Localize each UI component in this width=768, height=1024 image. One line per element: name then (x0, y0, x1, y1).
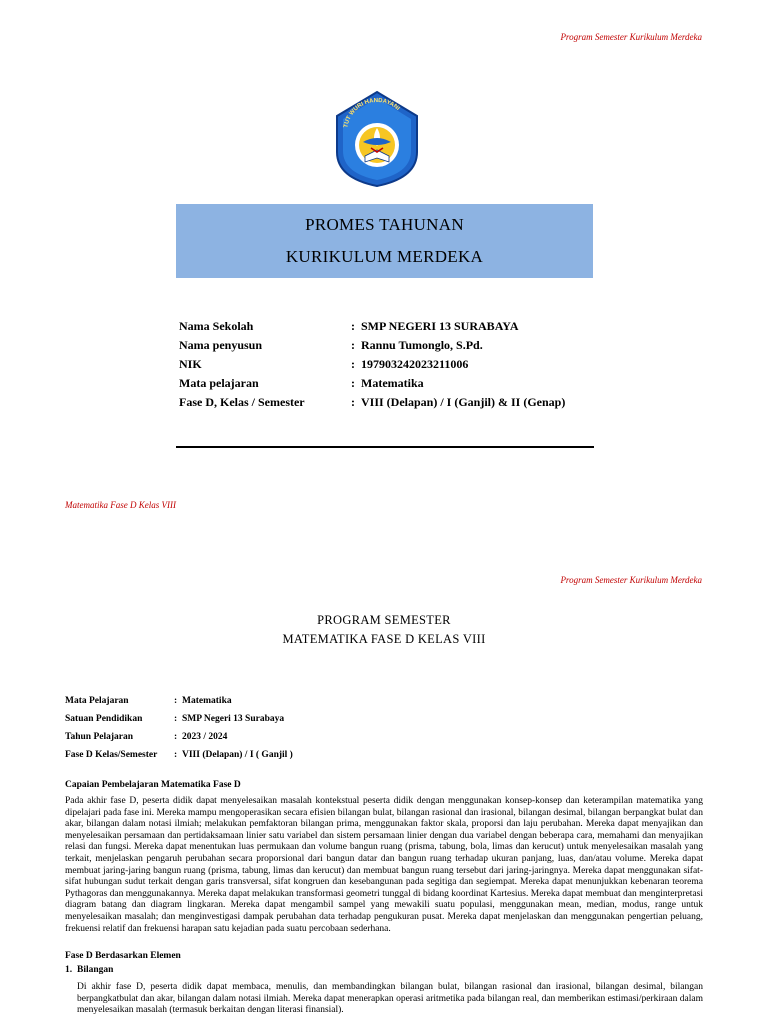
info-colon: : (351, 376, 355, 390)
info-value: VIII (Delapan) / I (Ganjil) & II (Genap) (361, 395, 566, 409)
meta-value: VIII (Delapan) / I ( Ganjil ) (182, 750, 293, 760)
course-meta-table (65, 692, 293, 764)
meta-value: 2023 / 2024 (182, 732, 228, 742)
info-value: Matematika (361, 376, 424, 390)
meta-label: Mata Pelajaran (65, 696, 129, 706)
meta-label: Fase D Kelas/Semester (65, 750, 158, 760)
meta-label: Satuan Pendidikan (65, 714, 143, 724)
divider-line (176, 446, 594, 448)
logo-lettering: TUT WURI HANDAYANI (343, 97, 401, 129)
meta-label: Tahun Pelajaran (65, 732, 134, 742)
school-info-table (179, 317, 565, 412)
fase-heading: Fase D Berdasarkan Elemen (65, 951, 181, 961)
tut-wuri-handayani-logo (333, 90, 421, 188)
meta-value: Matematika (182, 696, 232, 706)
meta-row (65, 746, 293, 764)
program-semester-title: PROGRAM SEMESTER (317, 613, 451, 627)
bilangan-title: Bilangan (77, 965, 114, 975)
info-value: 197903242023211006 (361, 357, 469, 371)
info-row-class (179, 393, 565, 412)
meta-colon: : (174, 750, 178, 760)
bilangan-paragraph: Di akhir fase D, peserta didik dapat membaca, menulis, dan membandingkan bilangan bulat, bilangan rasional dan irasional, bilangan desimal, bilangan berpangkatbulat dan akar, bilangan dalam notasi ilmiah. Mereka dapat menerapkan operasi aritmetika pada bilangan real, dan memberikan estimasi/perkiraan dalam menyelesaikan masalah (termasuk berkaitan dengan literasi finansial). (77, 982, 703, 1016)
list-number: 1. (65, 965, 73, 975)
info-colon: : (351, 319, 355, 333)
info-value: Rannu Tumonglo, S.Pd. (361, 338, 483, 352)
meta-value: SMP Negeri 13 Surabaya (182, 714, 285, 724)
info-value: SMP NEGERI 13 SURABAYA (361, 319, 519, 333)
info-label: Mata pelajaran (179, 376, 259, 390)
info-row-author (179, 336, 565, 355)
title-box (176, 204, 593, 278)
bilangan-heading (65, 965, 113, 975)
info-colon: : (351, 338, 355, 352)
meta-colon: : (174, 714, 178, 724)
info-row-nik (179, 355, 565, 374)
info-label: Fase D, Kelas / Semester (179, 395, 305, 409)
title-line-1: PROMES TAHUNAN (305, 215, 464, 234)
cp-heading: Capaian Pembelajaran Matematika Fase D (65, 780, 241, 790)
footer-note: Matematika Fase D Kelas VIII (65, 500, 176, 510)
meta-colon: : (174, 732, 178, 742)
info-row-subject (179, 374, 565, 393)
info-label: Nama Sekolah (179, 319, 254, 333)
cp-paragraph: Pada akhir fase D, peserta didik dapat menyelesaikan masalah kontekstual peserta didik dengan menggunakan konsep-konsep dan keterampilan matematika yang dipelajari pada fase ini. Mereka mampu mengoperasikan secara efisien bilangan bulat, bilangan rasional dan irasional, bilangan desimal, bilangan berpangkat bulat dan akar, bilangan dalam notasi ilmiah; melakukan pemfaktoran bilangan prima, menggunakan faktor skala, proporsi dan laju perubahan. Mereka dapat menyajikan dan menyelesaikan persamaan dan pertidaksamaan linier satu variabel dan sistem persamaan linier dengan dua variabel dengan beberapa cara, memahami dan menyajikan relasi dan fungsi. Mereka dapat menentukan luas permukaan dan volume bangun ruang (prisma, tabung, bola, limas dan kerucut) untuk menyelesaikan masalah yang terkait, menjelaskan pengaruh perubahan secara proporsional dari bangun datar dan bangun ruang terhadap ukuran panjang, luas, dan/atau volume. Mereka dapat membuat jaring-jaring bangun ruang (prisma, tabung, limas dan kerucut) dan membuat bangun ruang tersebut dari jaring-jaringnya. Mereka dapat menggunakan sifat-sifat hubungan sudut terkait dengan garis transversal, sifat kongruen dan kesebangunan pada segitiga dan segiempat. Mereka dapat menunjukkan kebenaran teorema Pythagoras dan menggunakannya. Mereka dapat melakukan transformasi geometri tunggal di bidang koordinat Kartesius. Mereka dapat membuat dan menginterpretasi diagram batang dan diagram lingkaran. Mereka dapat mengambil sampel yang mewakili suatu populasi, menggunakan mean, median, modus, range untuk menyelesaikan masalah; dan menginvestigasi dampak perubahan data terhadap pengukuran pusat. Mereka dapat menjelaskan dan menggunakan pengertian peluang, frekuensi relatif dan frekuensi harapan satu kejadian pada suatu percobaan sederhana. (65, 796, 703, 934)
program-semester-subtitle: MATEMATIKA FASE D KELAS VIII (282, 632, 486, 646)
info-label: NIK (179, 357, 202, 371)
info-label: Nama penyusun (179, 338, 263, 352)
info-colon: : (351, 395, 355, 409)
tut-wuri-handayani-icon (333, 90, 421, 188)
header-note: Program Semester Kurikulum Merdeka (560, 32, 702, 42)
info-row-school (179, 317, 565, 336)
info-colon: : (351, 357, 355, 371)
meta-row (65, 728, 293, 746)
header-note-page-2: Program Semester Kurikulum Merdeka (560, 575, 702, 585)
title-line-2: KURIKULUM MERDEKA (285, 247, 484, 266)
meta-colon: : (174, 696, 178, 706)
meta-row (65, 710, 293, 728)
meta-row (65, 692, 293, 710)
